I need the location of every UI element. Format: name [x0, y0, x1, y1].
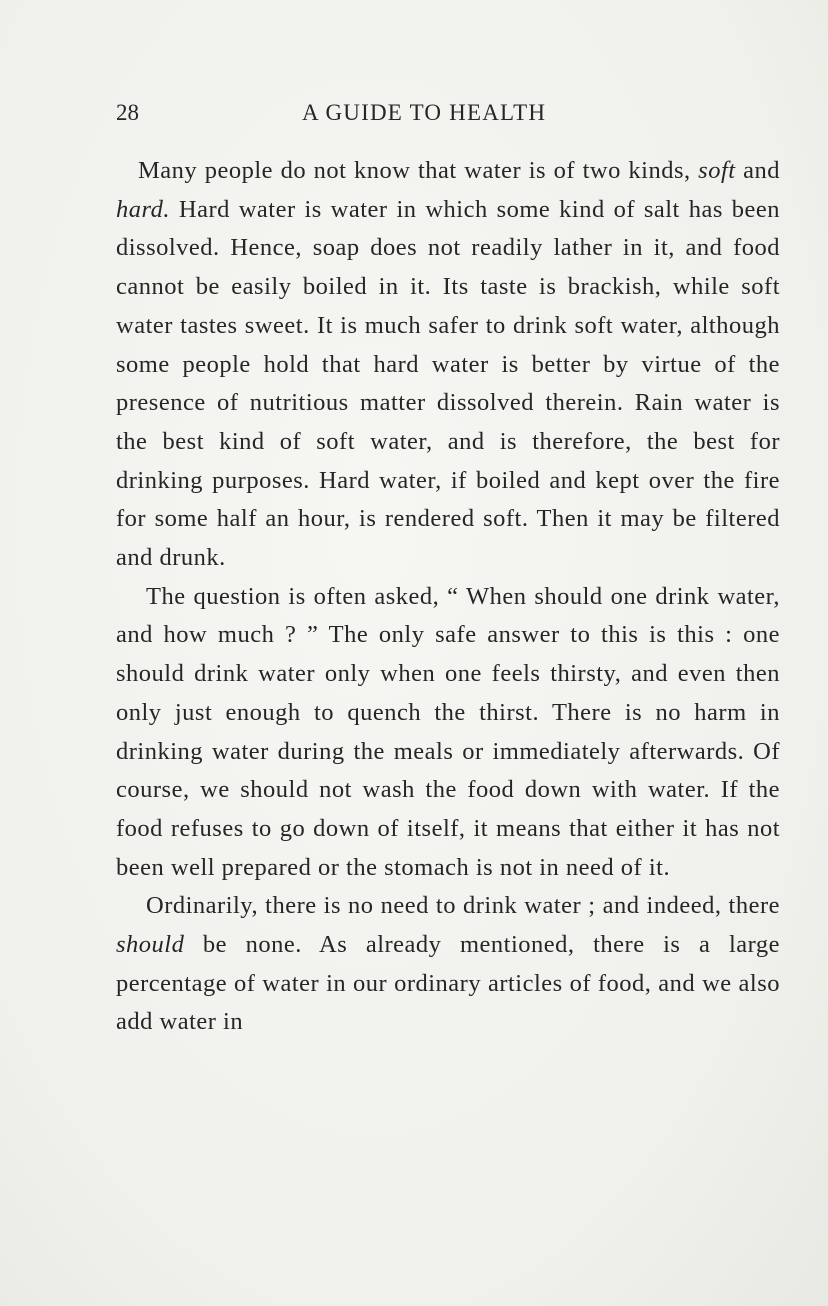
body-text [116, 152, 780, 1042]
paragraph-text: be none. As already mentioned, there is a large percentage of water in our ordinary articles of food, and we also add water in [116, 931, 780, 1036]
paragraph-text: Ordinarily, there is no need to drink water ; and indeed, there [146, 892, 780, 920]
running-head [116, 96, 778, 130]
paragraph-text: Many people do not know that water is of two kinds, [138, 157, 699, 184]
paragraph-when-to-drink: The question is often asked, “ When should one drink water, and how much ? ” The only safe answer to this is this : one should drink water only when one feels thirsty, and even then only just enough to quench the thirst. There is no harm in drinking water during the meals or immediately afterwards. Of course, we should not wash the food down with water. If the food refuses to go down of itself, it means that either it has not been well prepared or the stomach is not in need of it. [116, 582, 780, 881]
paragraph-water-kinds [116, 152, 780, 578]
paragraph-text: and [735, 157, 781, 184]
paragraph-text: Hard water is water in which some kind of salt has been dissolved. Hence, soap does not readily lather in it, and food cannot be easily boiled in it. Its taste is brackish, while soft water tastes sweet. It is much safer to drink soft water, although some people hold that hard water is better by virtue of the presence of nutritious matter dissolved therein. Rain water is the best kind of soft water, and is therefore, the best for drinking purposes. Hard water, if boiled and kept over the fire for some half an hour, is rendered soft. Then it may be filtered and drunk. [116, 195, 780, 572]
emphasis-should: should [116, 931, 185, 959]
emphasis-soft: soft [698, 157, 736, 184]
paragraph-ordinarily [116, 887, 780, 1042]
book-title: A GUIDE TO HEALTH [302, 100, 547, 125]
emphasis-hard: hard. [116, 195, 171, 223]
page-number: 28 [116, 100, 139, 125]
